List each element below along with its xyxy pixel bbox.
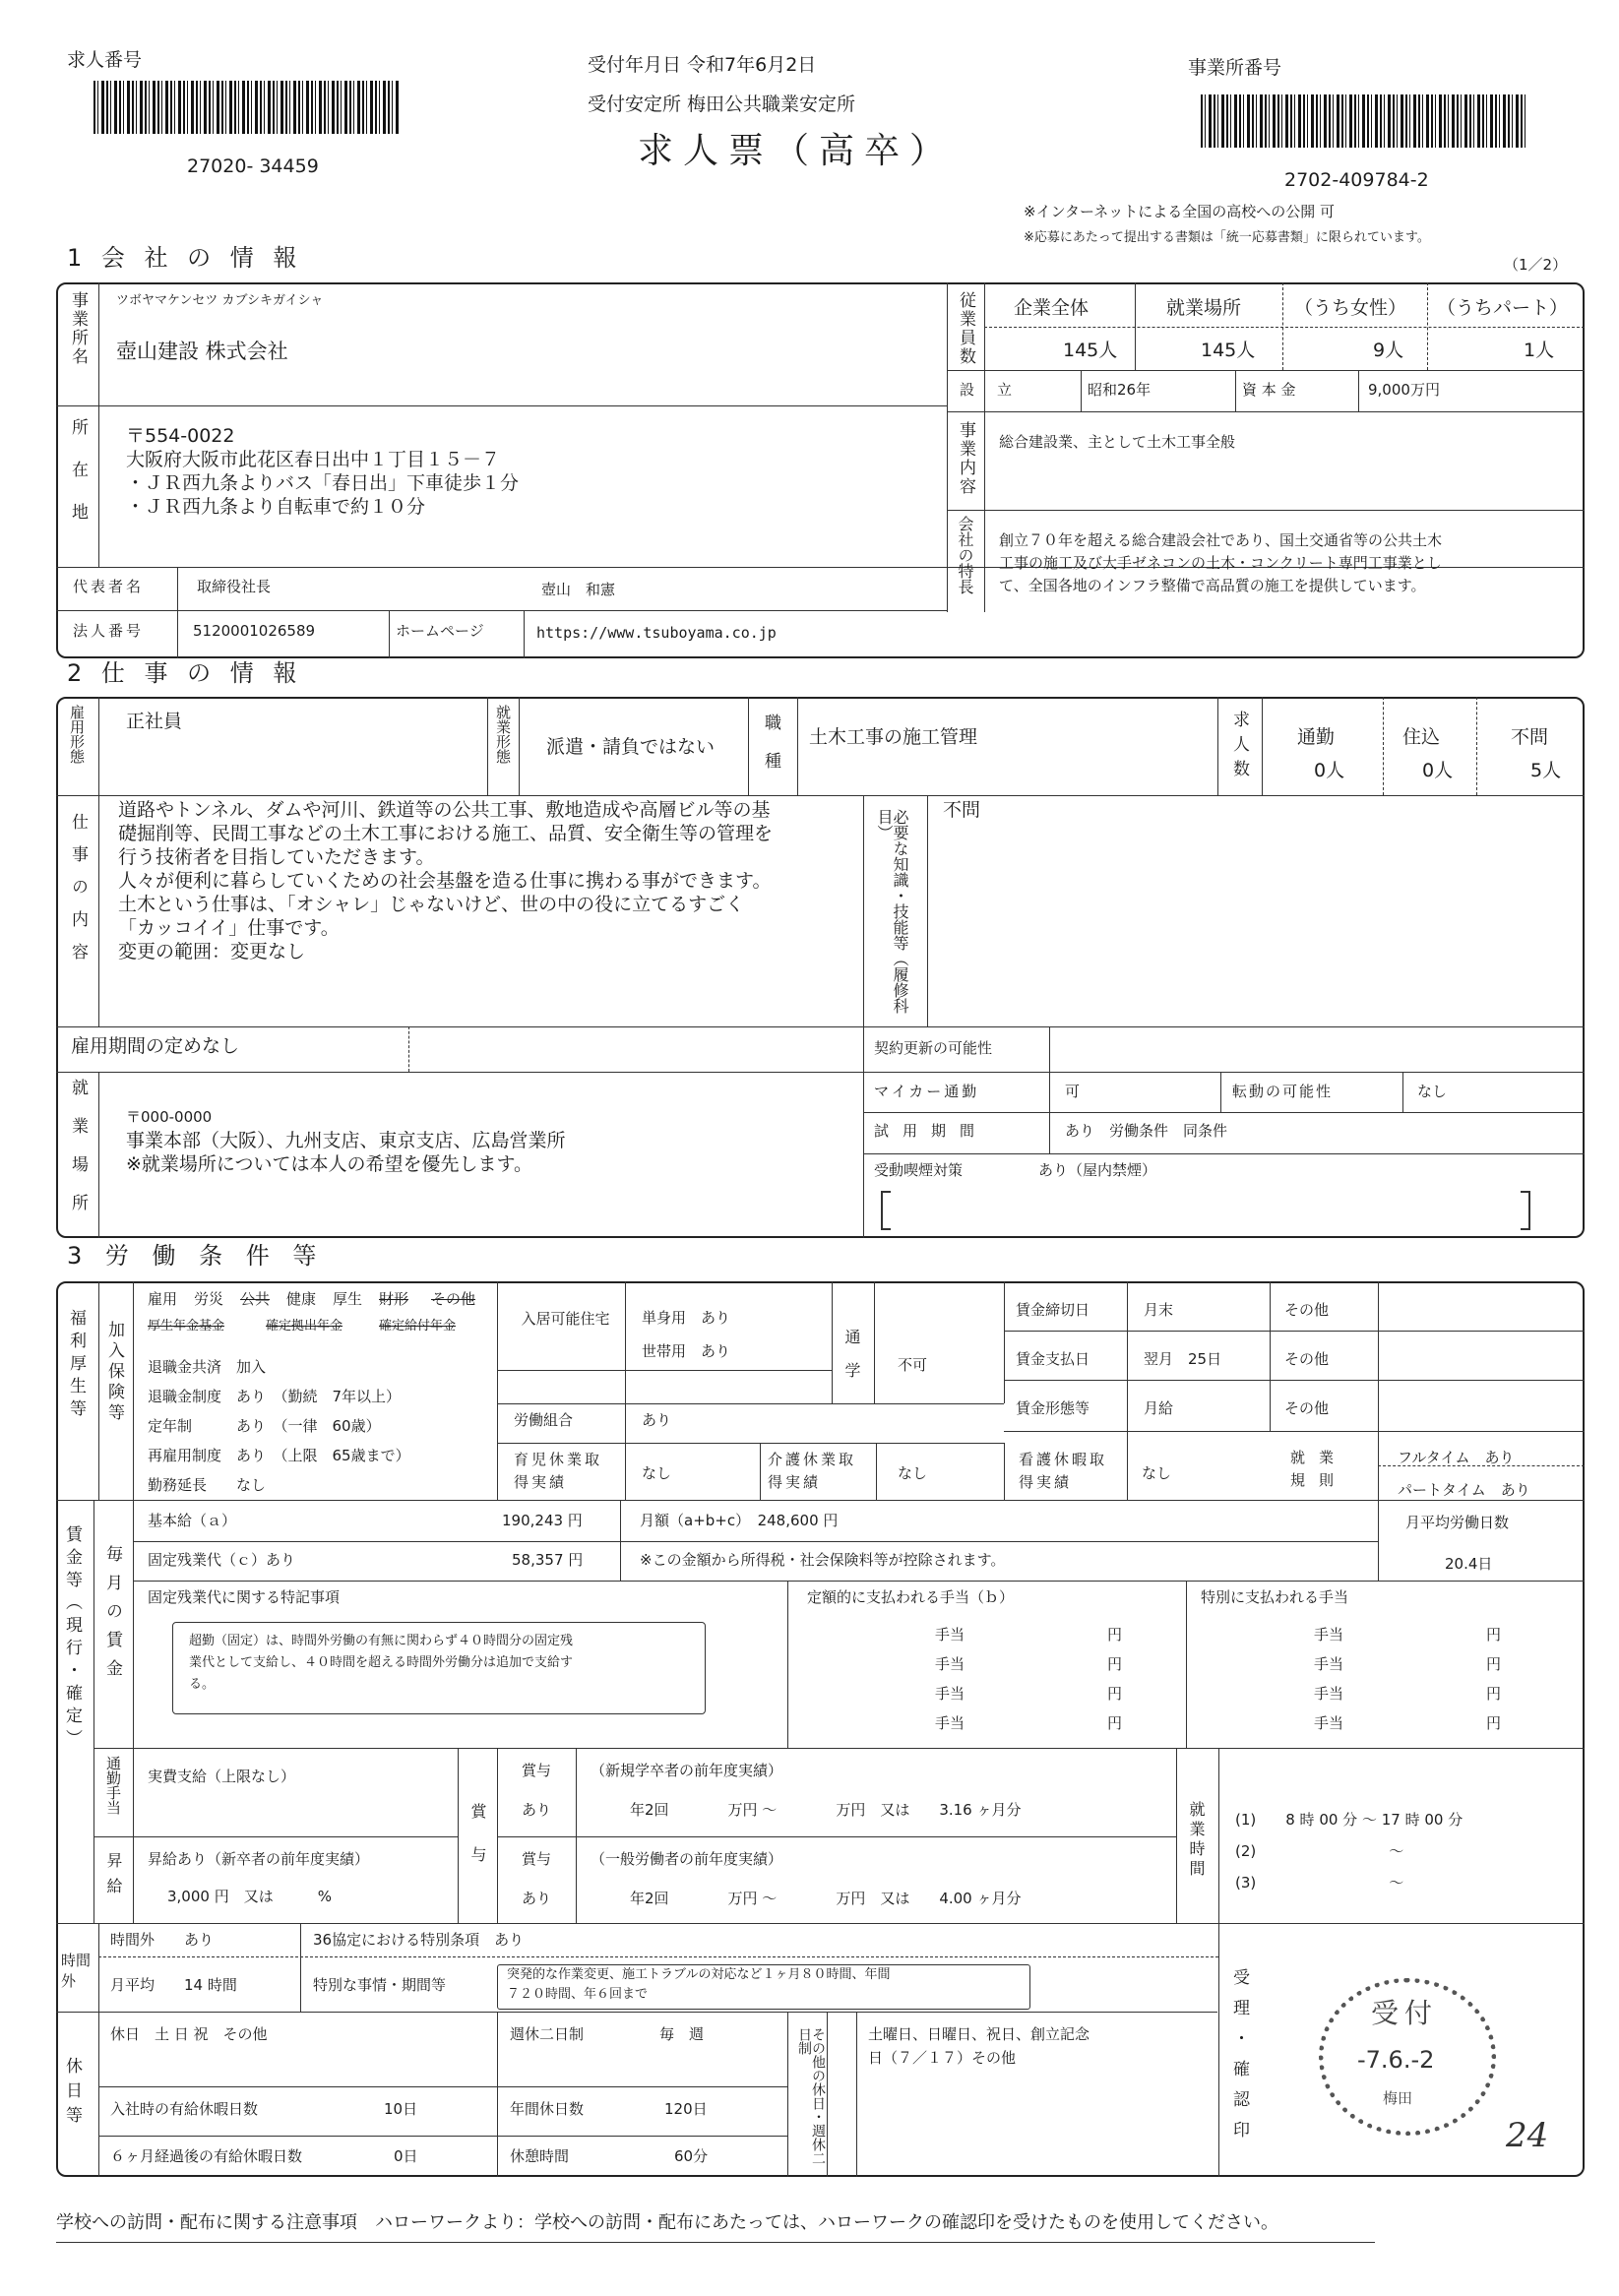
place-line-3: ※就業場所については本人の希望を優先します。: [126, 1153, 533, 1175]
kango-label: 看護休暇取得実績: [1019, 1451, 1108, 1492]
job-line-3: 行う技術者を目指していただきます。: [118, 846, 435, 868]
smoke-label: 受動喫煙対策: [874, 1161, 964, 1179]
tsukin-teate: 実費支給（上限なし）: [148, 1768, 296, 1785]
kyujin-value-fumon: 5人: [1530, 760, 1562, 781]
sonota-kyujitsu-label: その他の休日・週休二日制: [796, 2027, 826, 2165]
shugyo-keitai-label: 就業形態: [494, 705, 512, 764]
kumiai: あり: [642, 1411, 672, 1429]
shime-sonota: その他: [1284, 1301, 1330, 1319]
tokubetsu-teate-1: 手当: [1314, 1626, 1344, 1644]
kanyu-label: 加入保険等: [104, 1321, 124, 1424]
handwritten-number: 24: [1506, 2116, 1549, 2155]
kyukei: 60分: [674, 2147, 709, 2165]
kaigo-label: 介護休業取得実績: [768, 1451, 857, 1492]
teigaku-yen-2: 円: [1107, 1655, 1123, 1673]
ins-kosei-kikin: 厚生年金基金: [148, 1319, 225, 1334]
kyujitsu-label: 休日等: [62, 2057, 82, 2131]
tanshin: 単身用 あり: [642, 1309, 731, 1327]
rep-label: 代表者名: [73, 578, 145, 595]
kojo-note: ※この金額から所得税・社会保険料等が控除されます。: [640, 1551, 1006, 1569]
job-line-4: 人々が便利に暮らしていくための社会基盤を造る仕事に携わる事ができます。: [118, 870, 772, 892]
feature-label: 会社の特長: [956, 516, 974, 594]
homepage-label: ホームページ: [396, 622, 484, 640]
stamp-date: -7.6.-2: [1357, 2046, 1435, 2074]
shoyo2-head: （一般労働者の前年度実績）: [591, 1850, 783, 1868]
kyujin-header-sumikomi: 住込: [1402, 726, 1441, 748]
feature-line-3: て、全国各地のインフラ整備で高品質の施工を提供しています。: [999, 577, 1426, 594]
koukai-note: ※インターネットによる全国の高校への公開 可: [1024, 203, 1335, 220]
shokushu-label: 職種: [761, 714, 780, 790]
fukuri-label: 福利厚生等: [66, 1309, 86, 1422]
oubo-note: ※応募にあたって提出する書類は「統一応募書類」に限られています。: [1024, 230, 1430, 245]
juri-label: 受理・確認印: [1229, 1968, 1249, 2151]
address-label: 所在地: [68, 418, 88, 545]
jikan-3: (3) ～: [1235, 1874, 1404, 1892]
homepage-link[interactable]: https://www.tsuboyama.co.jp: [536, 624, 777, 642]
tokubetsu-label: 特別に支払われる手当: [1201, 1588, 1349, 1606]
jikangai-label: 時間外: [61, 1952, 92, 1990]
tokubetsu-teate-3: 手当: [1314, 1685, 1344, 1703]
teigaku-teate-3: 手当: [935, 1685, 965, 1703]
trial-label: 試用期間: [874, 1122, 989, 1140]
koyo-keitai-label: 雇用形態: [68, 705, 86, 764]
emp-value-site: 145人: [1201, 340, 1256, 361]
tsugaku: 不可: [898, 1356, 928, 1374]
setsuritsu-label: 設 立: [960, 381, 1017, 399]
shiharai-label: 賃金支払日: [1016, 1350, 1090, 1368]
shiharai-sonota: その他: [1284, 1350, 1330, 1368]
setai: 世帯用 あり: [642, 1342, 731, 1360]
rep-title: 取締役社長: [197, 578, 272, 595]
address-line-4: ・ＪＲ西九条より自転車で約１０分: [126, 496, 426, 518]
taishoku-kyosai: 退職金共済 加入: [148, 1358, 267, 1376]
kisoku-part: パートタイム あり: [1398, 1481, 1530, 1499]
kinmu-encho: 勤務延長 なし: [148, 1476, 267, 1494]
footer-note: 学校への訪問・配布に関する注意事項 ハローワークより：学校への訪問・配布にあたっては、ハローワークの確認印を受けたものを使用してください。: [56, 2212, 1278, 2233]
teigaku-yen-3: 円: [1107, 1685, 1123, 1703]
shoyo1-label-b: あり: [522, 1801, 552, 1819]
kihon-kyu: 190,243 円: [502, 1512, 583, 1529]
business-label: 事業内容: [956, 421, 975, 496]
ikuji-label: 育児休業取得実績: [514, 1451, 603, 1492]
shoyo-label: 賞与: [468, 1803, 487, 1890]
tokubetsu-jijo-line-1: 突発的な作業変更、施工トラブルの対応など１ヶ月８０時間、年間: [507, 1967, 891, 1982]
job-line-6: 「カッコイイ」仕事です。: [118, 917, 340, 939]
ins-koyo: 雇用: [148, 1290, 178, 1308]
teigaku-yen-4: 円: [1107, 1714, 1123, 1732]
ins-rosai: 労災: [194, 1290, 224, 1308]
smoke: あり（屋内禁煙）: [1038, 1161, 1157, 1179]
tokubetsu-teate-4: 手当: [1314, 1714, 1344, 1732]
getsugaku: 月額（a+b+c） 248,600 円: [640, 1512, 839, 1529]
stamp-top: 受付: [1371, 1997, 1439, 2029]
kyujin-no-label: 求人番号: [67, 49, 143, 71]
shoyo1: 年2回 万円 ～ 万円 又は 3.16 ヶ月分: [630, 1801, 1022, 1819]
shoyo2: 年2回 万円 ～ 万円 又は 4.00 ヶ月分: [630, 1890, 1022, 1907]
taishoku-seido: 退職金制度 あり （勤続 7年以上）: [148, 1388, 402, 1405]
place-label: 就業場所: [68, 1079, 88, 1232]
mycar: 可: [1065, 1083, 1081, 1100]
shoyo1-head: （新規学卒者の前年度実績）: [591, 1762, 783, 1779]
heikin-rodo-nissu: 20.4日: [1445, 1555, 1493, 1573]
job-line-2: 礎掘削等、民間工事などの土木工事における施工、品質、安全衛生等の管理を: [118, 823, 774, 844]
teigaku-teate-4: 手当: [935, 1714, 965, 1732]
tokubetsu-teate-2: 手当: [1314, 1655, 1344, 1673]
ins-kakutei-kyoshutsu: 確定拠出年金: [266, 1319, 343, 1334]
kyujin-su-label: 求人数: [1229, 711, 1249, 784]
tenkin-label: 転動の可能性: [1232, 1083, 1334, 1100]
kotei-tokki-label: 固定残業代に関する特記事項: [148, 1588, 341, 1606]
kango: なし: [1142, 1464, 1172, 1482]
page-title: 求人票（高卒）: [638, 131, 956, 171]
business-content: 総合建設業、主として土木工事全般: [999, 433, 1236, 451]
yukyu-label: 入社時の有給休暇日数: [110, 2100, 259, 2118]
kyujin-barcode: [93, 81, 399, 134]
kotei-zangyo: 58,357 円: [512, 1551, 584, 1569]
shokyu-amount: 3,000 円 又は %: [167, 1888, 332, 1905]
office-barcode: [1201, 94, 1526, 148]
kyujin-header-fumon: 不問: [1511, 726, 1549, 748]
trial: あり 労働条件 同条件: [1065, 1122, 1228, 1140]
nenkan-kyujitsu: 120日: [664, 2100, 708, 2118]
emp-value-female: 9人: [1373, 340, 1404, 361]
ins-other: その他: [431, 1290, 476, 1308]
shiharai: 翌月 25日: [1144, 1350, 1222, 1368]
teigaku-teate-1: 手当: [935, 1626, 965, 1644]
shoyo1-label-a: 賞与: [522, 1762, 552, 1779]
teigaku-teate-2: 手当: [935, 1655, 965, 1673]
capital-label: 資 本 金: [1242, 381, 1296, 399]
kisoku-label: 就業規則: [1289, 1449, 1347, 1490]
employee-count-label: 従業員数: [956, 291, 975, 366]
job-line-1: 道路やトンネル、ダムや河川、鉄道等の公共工事、敷地造成や高層ビル等の基: [118, 799, 771, 821]
heikin-jikan: 月平均 14 時間: [110, 1976, 237, 1994]
tokubetsu-yen-4: 円: [1486, 1714, 1502, 1732]
shokushu: 土木工事の施工管理: [809, 726, 978, 748]
sonota-kyujitsu-line-2: 日（７／１７）その他: [868, 2049, 1017, 2067]
address-line-1: 〒554-0022: [126, 425, 235, 447]
kumiai-label: 労働組合: [514, 1411, 574, 1429]
chingin-label: 賃金等（現行・確定）: [62, 1525, 82, 1752]
renewal-label: 契約更新の可能性: [874, 1039, 993, 1057]
uketsuke-office: 受付安定所 梅田公共職業安定所: [588, 93, 856, 115]
smoke-bracket-right: [1521, 1191, 1530, 1230]
tokubetsu-jijo-label: 特別な事情・期間等: [313, 1976, 447, 1994]
section-3-title: 3 労 働 条 件 等: [67, 1242, 325, 1270]
kyujin-value-tsukin: 0人: [1314, 760, 1345, 781]
smoke-bracket-left: [881, 1191, 891, 1230]
address-line-2: 大阪府大阪市此花区春日出中１丁目１５－７: [126, 449, 501, 470]
ins-kokyo: 公共: [240, 1290, 271, 1308]
section-1-title: 1 会 社 の 情 報: [67, 244, 303, 272]
nyukyo-label: 入居可能住宅: [521, 1310, 610, 1328]
koyo-period: 雇用期間の定めなし: [71, 1035, 240, 1057]
nenkan-label: 年間休日数: [510, 2100, 585, 2118]
kyotei: 36協定における特別条項 あり: [313, 1931, 525, 1949]
tokubetsu-yen-3: 円: [1486, 1685, 1502, 1703]
shugyo-keitai: 派遣・請負ではない: [546, 736, 716, 758]
keitai-label: 賃金形態等: [1016, 1399, 1090, 1417]
kotei-tokki-line-1: 超勤（固定）は、時間外労働の有無に関わらず４０時間分の固定残: [189, 1634, 574, 1648]
section-2-title: 2 仕 事 の 情 報: [67, 659, 303, 687]
yukyu: 10日: [384, 2100, 418, 2118]
tsugaku-label: 通学: [842, 1329, 861, 1396]
kyujin-header-tsukin: 通勤: [1297, 726, 1336, 748]
jikangai: 時間外 あり: [110, 1931, 215, 1949]
saikoyo: 再雇用制度 あり （上限 65歳まで）: [148, 1447, 410, 1464]
capital: 9,000万円: [1368, 381, 1440, 399]
kaigo: なし: [898, 1464, 928, 1482]
company-kana: ツボヤマケンセツ カブシキガイシャ: [116, 293, 324, 308]
ins-kakutei-kyufu: 確定給付年金: [379, 1319, 457, 1334]
corp-no-label: 法人番号: [73, 622, 145, 640]
kyujin-value-sumikomi: 0人: [1422, 760, 1454, 781]
setsuritsu: 昭和26年: [1088, 381, 1152, 399]
maitsuki-label: 毎月の賃金: [102, 1545, 122, 1688]
tokubetsu-jijo-line-2: ７２０時間、年６回まで: [507, 1987, 649, 2002]
stamp-bottom: 梅田: [1383, 2089, 1413, 2107]
kotei-tokki-line-2: 業代として支給し、４０時間を超える時間外労働分は追加で支給す: [189, 1655, 574, 1670]
ins-kenko: 健康: [286, 1290, 317, 1308]
place-line-1: 〒000-0000: [126, 1108, 213, 1126]
tokubetsu-yen-2: 円: [1486, 1655, 1502, 1673]
rep-name: 壺山 和憲: [541, 581, 616, 598]
feature-line-1: 創立７０年を超える総合建設会社であり、国土交通省等の公共土木: [999, 531, 1443, 549]
jikan-label: 就業時間: [1187, 1801, 1206, 1880]
yukyu6-label: ６ヶ月経過後の有給休暇日数: [110, 2147, 303, 2165]
kyujitsu: 休日 土 日 祝 その他: [110, 2025, 268, 2043]
kyujin-no: 27020- 34459: [187, 155, 319, 177]
tokubetsu-yen-1: 円: [1486, 1626, 1502, 1644]
shukyu: 毎 週: [659, 2025, 705, 2043]
koyo-keitai: 正社員: [126, 711, 183, 732]
skill-value: 不問: [943, 799, 981, 821]
emp-header-site: 就業場所: [1166, 297, 1242, 319]
shoyo2-label-a: 賞与: [522, 1850, 552, 1868]
job-content-label: 仕事の内容: [68, 813, 88, 975]
kyukei-label: 休憩時間: [510, 2147, 570, 2165]
keitai: 月給: [1144, 1399, 1174, 1417]
skill-label: 必要な知識・技能等（履修科目）: [875, 809, 909, 1014]
yukyu6: 0日: [394, 2147, 418, 2165]
shime: 月末: [1144, 1301, 1174, 1319]
kihon-label: 基本給（ａ）: [148, 1512, 237, 1529]
ins-zaikei: 財形: [379, 1290, 409, 1308]
office-no: 2702-409784-2: [1284, 169, 1429, 191]
jigyosho-name-label: 事業所名: [68, 291, 88, 366]
heikin-label: 月平均労働日数: [1405, 1514, 1510, 1531]
uketsuke-date: 受付年月日 令和7年6月2日: [588, 54, 817, 76]
tenkin: なし: [1417, 1083, 1448, 1100]
emp-header-all: 企業全体: [1014, 297, 1090, 319]
company-name: 壺山建設 株式会社: [116, 340, 288, 363]
teigaku-yen-1: 円: [1107, 1626, 1123, 1644]
ikuji: なし: [642, 1464, 672, 1482]
job-line-7: 変更の範囲：変更なし: [118, 941, 306, 962]
place-line-2: 事業本部（大阪）、九州支店、東京支店、広島営業所: [126, 1130, 566, 1151]
ins-kosei: 厚生: [333, 1290, 363, 1308]
kisoku-full: フルタイム あり: [1398, 1449, 1515, 1466]
mycar-label: マイカー通勤: [874, 1083, 980, 1100]
feature-line-2: 工事の施工及び大手ゼネコンの土木・コンクリート専門工事業とし: [999, 554, 1442, 572]
shoyo2-label-b: あり: [522, 1890, 552, 1907]
kotei-tokki-line-3: る。: [189, 1677, 216, 1692]
job-line-5: 土木という仕事は、「オシャレ」じゃないけど、世の中の役に立てるすごく: [118, 894, 745, 915]
corp-no: 5120001026589: [193, 622, 316, 640]
keitai-sonota: その他: [1284, 1399, 1330, 1417]
shukyu-label: 週休二日制: [510, 2025, 585, 2043]
emp-header-part: （うちパート）: [1437, 297, 1569, 319]
kotei-label: 固定残業代（ｃ）あり: [148, 1551, 296, 1569]
shime-label: 賃金締切日: [1016, 1301, 1090, 1319]
teinen: 定年制 あり （一律 60歳）: [148, 1417, 381, 1435]
emp-value-all: 145人: [1063, 340, 1118, 361]
emp-header-female: （うち女性）: [1294, 297, 1407, 319]
teigaku-label: 定額的に支払われる手当（ｂ）: [807, 1588, 1015, 1606]
page-number: （1／2）: [1504, 256, 1568, 274]
emp-value-part: 1人: [1524, 340, 1555, 361]
jikan-1: (1) 8 時 00 分 ～ 17 時 00 分: [1235, 1811, 1463, 1829]
address-line-3: ・ＪＲ西九条よりバス「春日出」下車徒歩１分: [126, 472, 520, 494]
sonota-kyujitsu-line-1: 土曜日、日曜日、祝日、創立記念: [868, 2025, 1090, 2043]
tsukin-label: 通勤手当: [104, 1756, 122, 1815]
received-stamp: [1319, 1978, 1496, 2136]
office-no-label: 事業所番号: [1188, 57, 1282, 79]
shokyu-label: 昇給: [104, 1852, 123, 1903]
jikan-2: (2) ～: [1235, 1842, 1404, 1860]
shokyu: 昇給あり（新卒者の前年度実績）: [148, 1850, 370, 1868]
